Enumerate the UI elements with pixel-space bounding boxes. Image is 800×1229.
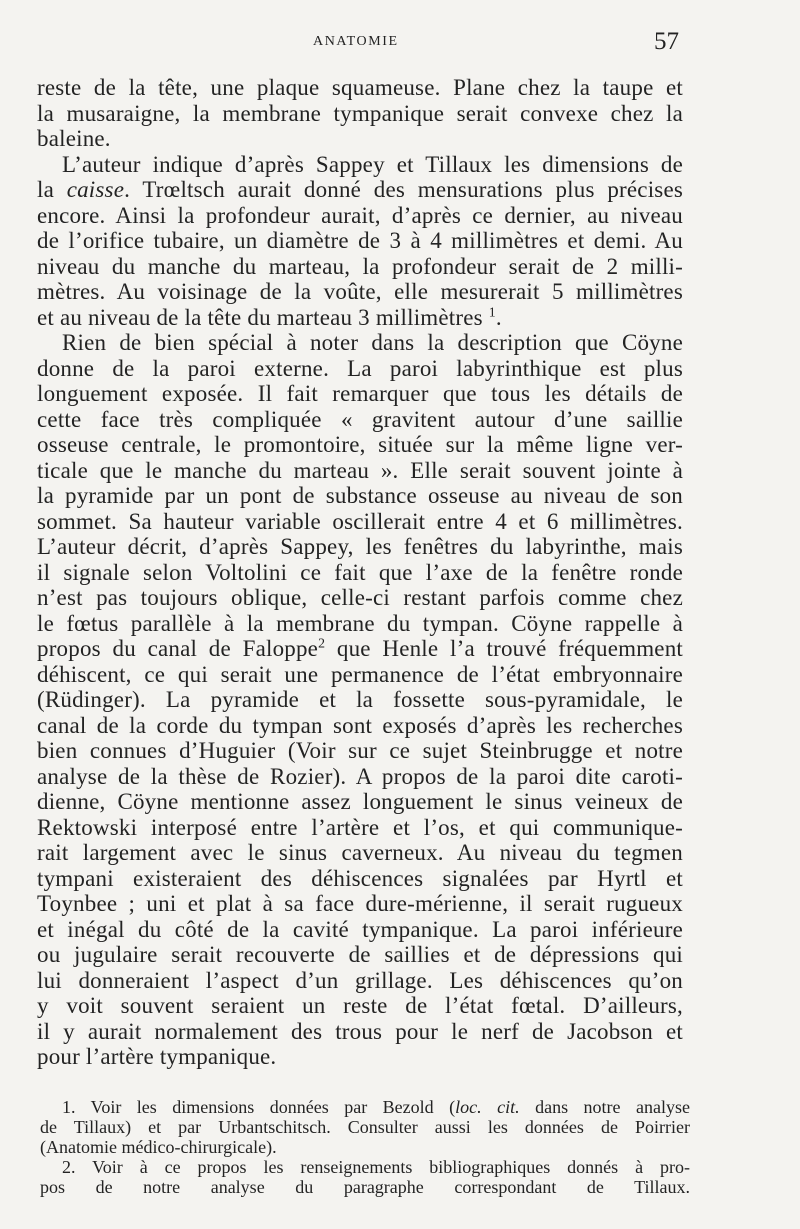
text-line: sommet. Sa hauteur variable oscillerait entre 4 et 6 millimètres.: [37, 508, 683, 534]
text-line: cette face très compliquée « gravitent autour d’une saillie: [37, 406, 683, 432]
footnote-line: [40, 1097, 690, 1117]
text-segment: dans notre analyse: [519, 1097, 690, 1117]
text-line: pour l’artère tympanique.: [37, 1044, 277, 1069]
footnote-marker: 2.: [62, 1157, 76, 1177]
text-line: Toynbee ; uni et plat à sa face dure-mérienne, il serait rugueux: [37, 891, 683, 916]
text-line: le fœtus parallèle à la membrane du tympan. Cöyne rappelle à: [37, 610, 683, 636]
text-line: [37, 177, 683, 203]
text-line: il signale selon Voltolini ce fait que l’axe de la fenêtre ronde: [37, 559, 683, 585]
text-line: osseuse centrale, le promontoire, située sur la même ligne ver-: [37, 432, 683, 457]
footnote: [40, 1097, 690, 1157]
footnote-line: [40, 1157, 690, 1177]
text-line: canal de la corde du tympan sont exposés d’après les recherches: [37, 712, 683, 738]
text-line: il y aurait normalement des trous pour le nerf de Jacobson et: [37, 1018, 683, 1044]
footnote-reference: 2: [318, 635, 326, 651]
text-segment: . Trœltsch aurait donné des mensurations plus précises: [124, 177, 683, 202]
text-line: la musaraigne, la membrane tympanique serait convexe chez la: [37, 100, 683, 126]
text-line: lui donneraient l’aspect d’un grillage. Les déhiscences qu’on: [37, 967, 683, 993]
text-segment: .: [495, 304, 502, 330]
text-line: encore. Ainsi la profondeur aurait, d’après ce dernier, au niveau: [37, 202, 683, 228]
footnote-line: de Tillaux) et par Urbantschitsch. Consulter aussi les données de Poirrier: [40, 1117, 690, 1137]
page-number: 57: [654, 28, 679, 55]
footnote-line: (Anatomie médico-chirurgicale).: [40, 1137, 277, 1157]
footnotes: [40, 1097, 690, 1197]
italic-term: caisse: [66, 177, 125, 202]
text-line: [37, 305, 683, 331]
text-line: analyse de la thèse de Rozier). A propos de la paroi dite caroti-: [37, 763, 683, 789]
text-line: dienne, Cöyne mentionne assez longuement le sinus veineux de: [37, 789, 683, 814]
text-line: reste de la tête, une plaque squameuse. Plane chez la taupe et: [37, 75, 683, 100]
text-line: déhiscent, ce qui serait une permanence de l’état embryonnaire: [37, 661, 683, 687]
text-line: de l’orifice tubaire, un diamètre de 3 à 4 millimètres et demi. Au: [37, 228, 683, 253]
text-line: [37, 636, 683, 662]
text-line: la pyramide par un pont de substance osseuse au niveau de son: [37, 483, 683, 508]
text-line: rait largement avec le sinus caverneux. Au niveau du tegmen: [37, 840, 683, 865]
text-line: tympani existeraient des déhiscences signalées par Hyrtl et: [37, 865, 683, 891]
body-text: [37, 75, 683, 1070]
footnote-marker: 1.: [62, 1097, 76, 1117]
text-line: n’est pas toujours oblique, celle-ci restant parfois comme chez: [37, 585, 683, 610]
text-line: niveau du manche du marteau, la profondeur serait de 2 milli-: [37, 253, 683, 279]
text-line: et inégal du côté de la cavité tympanique. La paroi inférieure: [37, 916, 683, 942]
text-line: L’auteur décrit, d’après Sappey, les fenêtres du labyrinthe, mais: [37, 534, 683, 559]
text-line: Rektowski interposé entre l’artère et l’os, et qui communique-: [37, 814, 683, 840]
text-line: ticale que le manche du marteau ». Elle serait souvent jointe à: [37, 457, 683, 483]
text-line: (Rüdinger). La pyramide et la fossette sous-pyramidale, le: [37, 687, 683, 712]
text-line: longuement exposée. Il fait remarquer que tous les détails de: [37, 381, 683, 406]
footnote-line: pos de notre analyse du paragraphe correspondant de Tillaux.: [40, 1177, 690, 1197]
text-segment: que Henle l’a trouvé fréquemment: [325, 636, 683, 661]
text-line: y voit souvent seraient un reste de l’état fœtal. D’ailleurs,: [37, 993, 683, 1018]
text-line: Rien de bien spécial à noter dans la description que Cöyne: [62, 330, 683, 355]
footnote-reference: 1: [488, 303, 496, 319]
text-segment: Voir les dimensions données par Bezold (: [90, 1097, 456, 1117]
italic-term: loc. cit.: [455, 1097, 520, 1117]
text-line: mètres. Au voisinage de la voûte, elle mesurerait 5 millimètres: [37, 279, 683, 304]
text-segment: la: [37, 177, 67, 202]
text-segment: et au niveau de la tête du marteau 3 millimètres: [37, 304, 489, 330]
footnote: [40, 1157, 690, 1197]
text-segment: propos du canal de Faloppe: [37, 636, 319, 661]
text-line: ou jugulaire serait recouverte de saillies et de dépressions qui: [37, 942, 683, 967]
text-line: bien connues d’Huguier (Voir sur ce sujet Steinbrugge et notre: [37, 738, 683, 763]
text-line: donne de la paroi externe. La paroi labyrinthique est plus: [37, 355, 683, 381]
text-segment: Voir à ce propos les renseignements bibliographiques donnés à pro-: [92, 1157, 690, 1177]
running-head: ANATOMIE: [313, 34, 399, 49]
text-line: baleine.: [37, 126, 111, 151]
text-line: L’auteur indique d’après Sappey et Tillaux les dimensions de: [62, 151, 683, 177]
